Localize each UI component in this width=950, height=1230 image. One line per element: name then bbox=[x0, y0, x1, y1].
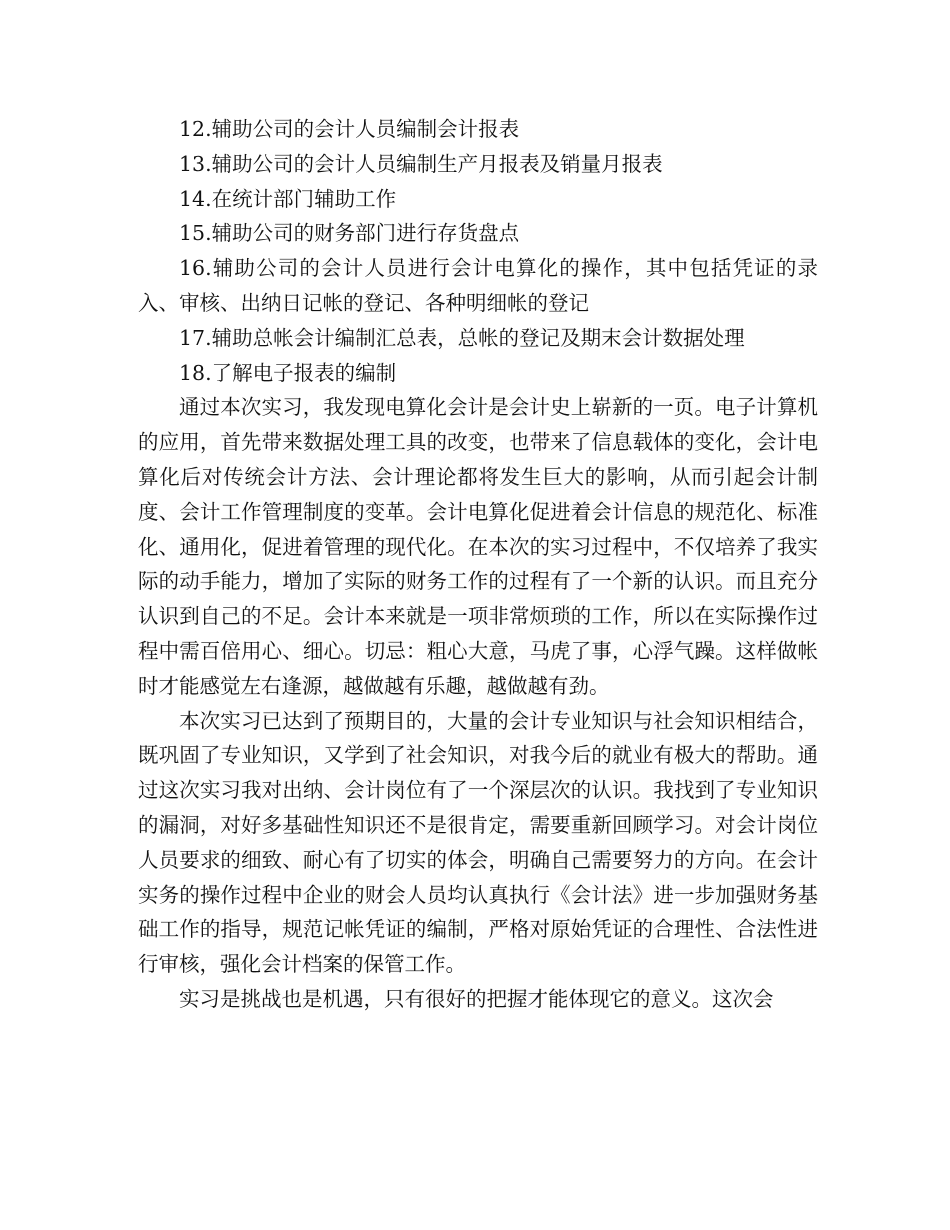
list-item-12: 12.辅助公司的会计人员编制会计报表 bbox=[179, 117, 520, 141]
list-item-18: 18.了解电子报表的编制 bbox=[179, 360, 397, 385]
document-body bbox=[138, 112, 818, 1017]
list-item-17: 17.辅助总帐会计编制汇总表，总帐的登记及期末会计数据处理 bbox=[179, 325, 745, 350]
paragraph-conclusion-computerized-accounting: 通过本次实习，我发现电算化会计是会计史上崭新的一页。电子计算机的应用，首先带来数据处理工具的改变，也带来了信息载体的变化，会计电算化后对传统会计方法、会计理论都将发生巨大的影响，从而引起会计制度、会计工作管理制度的变革。会计电算化促进着会计信息的规范化、标准化、通用化，促进着管理的现代化。在本次的实习过程中，不仅培养了我实际的动手能力，增加了实际的财务工作的过程有了一个新的认识。而且充分认识到自己的不足。会计本来就是一项非常烦琐的工作，所以在实际操作过程中需百倍用心、细心。切忌：粗心大意，马虎了事，心浮气躁。这样做帐时才能感觉左右逢源，越做越有乐趣，越做越有劲。 bbox=[138, 395, 818, 698]
list-item-16: 16.辅助公司的会计人员进行会计电算化的操作，其中包括凭证的录入、审核、出纳日记帐的登记、各种明细帐的登记 bbox=[138, 256, 818, 315]
paragraph-conclusion-challenge: 实习是挑战也是机遇，只有很好的把握才能体现它的意义。这次会 bbox=[179, 986, 774, 1011]
list-item-15: 15.辅助公司的财务部门进行存货盘点 bbox=[179, 221, 520, 246]
list-item-13: 13.辅助公司的会计人员编制生产月报表及销量月报表 bbox=[179, 151, 663, 176]
paragraph-conclusion-internship-goals: 本次实习已达到了预期目的，大量的会计专业知识与社会知识相结合，既巩固了专业知识，又学到了社会知识，对我今后的就业有极大的帮助。通过这次实习我对出纳、会计岗位有了一个深层次的认识。我找到了专业知识的漏洞，对好多基础性知识还不是很肯定，需要重新回顾学习。对会计岗位人员要求的细致、耐心有了切实的体会，明确自己需要努力的方向。在会计实务的操作过程中企业的财会人员均认真执行《会计法》进一步加强财务基础工作的指导，规范记帐凭证的编制，严格对原始凭证的合理性、合法性进行审核，强化会计档案的保管工作。 bbox=[138, 708, 818, 977]
list-item-14: 14.在统计部门辅助工作 bbox=[179, 186, 397, 211]
